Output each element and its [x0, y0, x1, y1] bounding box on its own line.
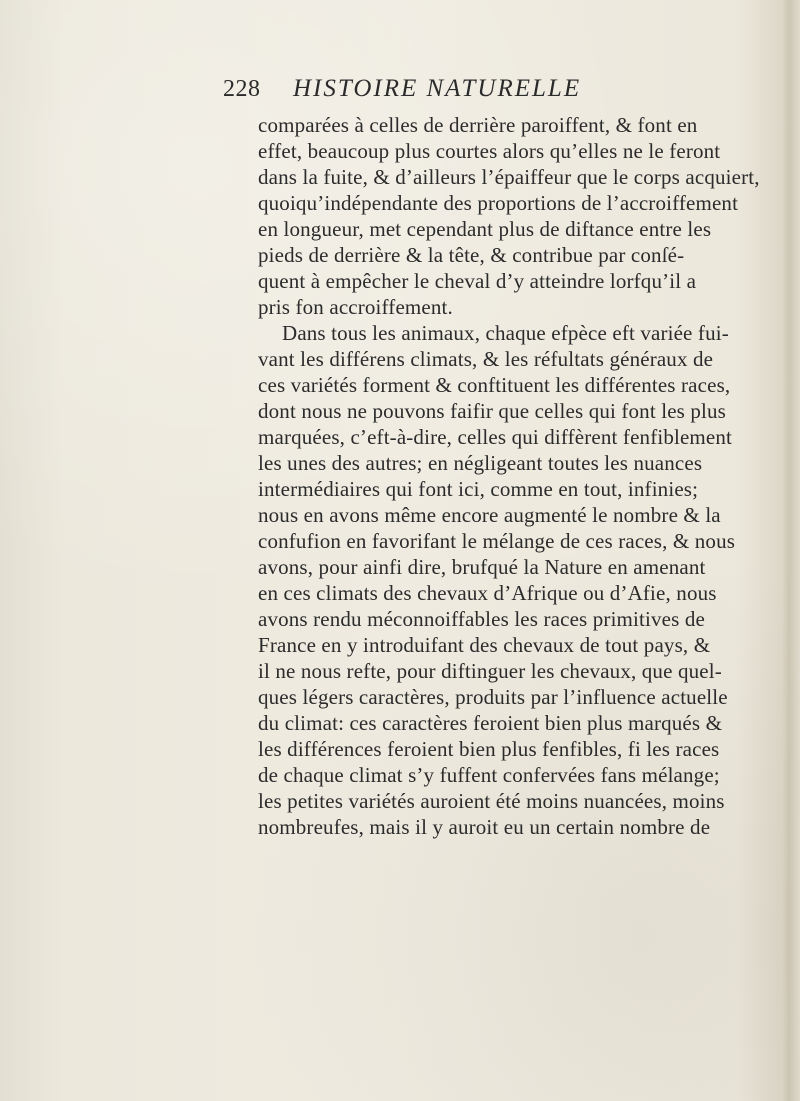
text-line: marquées, c’eft-à-dire, celles qui diffèrent fenfiblement — [258, 425, 733, 449]
page-number: 228 — [223, 76, 261, 102]
text-line: ques légers caractères, produits par l’influence actuelle — [258, 685, 728, 709]
text-line: quoiqu’indépendante des proportions de l’accroiffement — [258, 191, 739, 215]
text-line: pieds de derrière & la tête, & contribue par conſé- — [258, 243, 685, 267]
text-line: France en y introduifant des chevaux de tout pays, & — [258, 633, 711, 657]
paragraph-first-line: Dans tous les animaux, chaque efpèce eft variée fui- — [282, 321, 729, 345]
page-edge-shadow — [782, 0, 800, 1101]
text-line: effet, beaucoup plus courtes alors qu’elles ne le feront — [258, 139, 721, 163]
text-line: les unes des autres; en négligeant toutes les nuances — [258, 451, 703, 475]
text-line: ces variétés forment & conftituent les différentes races, — [258, 373, 731, 397]
text-line: confufion en favorifant le mélange de ces races, & nous — [258, 529, 736, 553]
text-line: nous en avons même encore augmenté le nombre & la — [258, 503, 721, 527]
text-line: de chaque climat s’y fuffent confervées fans mélange; — [258, 763, 720, 787]
text-line: dont nous ne pouvons faifir que celles qui font les plus — [258, 399, 726, 423]
text-line: il ne nous refte, pour diftinguer les chevaux, que quel- — [258, 659, 722, 683]
text-line: quent à empêcher le cheval d’y atteindre lorfqu’il a — [258, 269, 697, 293]
text-line: vant les différens climats, & les réfultats généraux de — [258, 347, 714, 371]
text-line: les petites variétés auroient été moins nuancées, moins — [258, 789, 725, 813]
text-line: avons rendu méconnoiffables les races primitives de — [258, 607, 705, 631]
running-title: HISTOIRE NATURELLE — [293, 75, 582, 102]
text-line: comparées à celles de derrière paroiffent, & font en — [258, 113, 698, 137]
text-line: dans la fuite, & d’ailleurs l’épaiffeur que le corps acquiert, — [258, 165, 760, 189]
text-line: en ces climats des chevaux d’Afrique ou d’Afie, nous — [258, 581, 717, 605]
page-header — [223, 70, 643, 110]
text-line: en longueur, met cependant plus de diftance entre les — [258, 217, 712, 241]
text-line: avons, pour ainfi dire, brufqué la Nature en amenant — [258, 555, 706, 579]
body-text — [258, 112, 760, 840]
text-line: du climat: ces caractères feroient bien plus marqués & — [258, 711, 723, 735]
text-line: les différences feroient bien plus fenfibles, fi les races — [258, 737, 720, 761]
text-line: pris fon accroiffement. — [258, 295, 453, 319]
text-line: nombreufes, mais il y auroit eu un certain nombre de — [258, 815, 711, 839]
text-line: intermédiaires qui font ici, comme en tout, infinies; — [258, 477, 699, 501]
